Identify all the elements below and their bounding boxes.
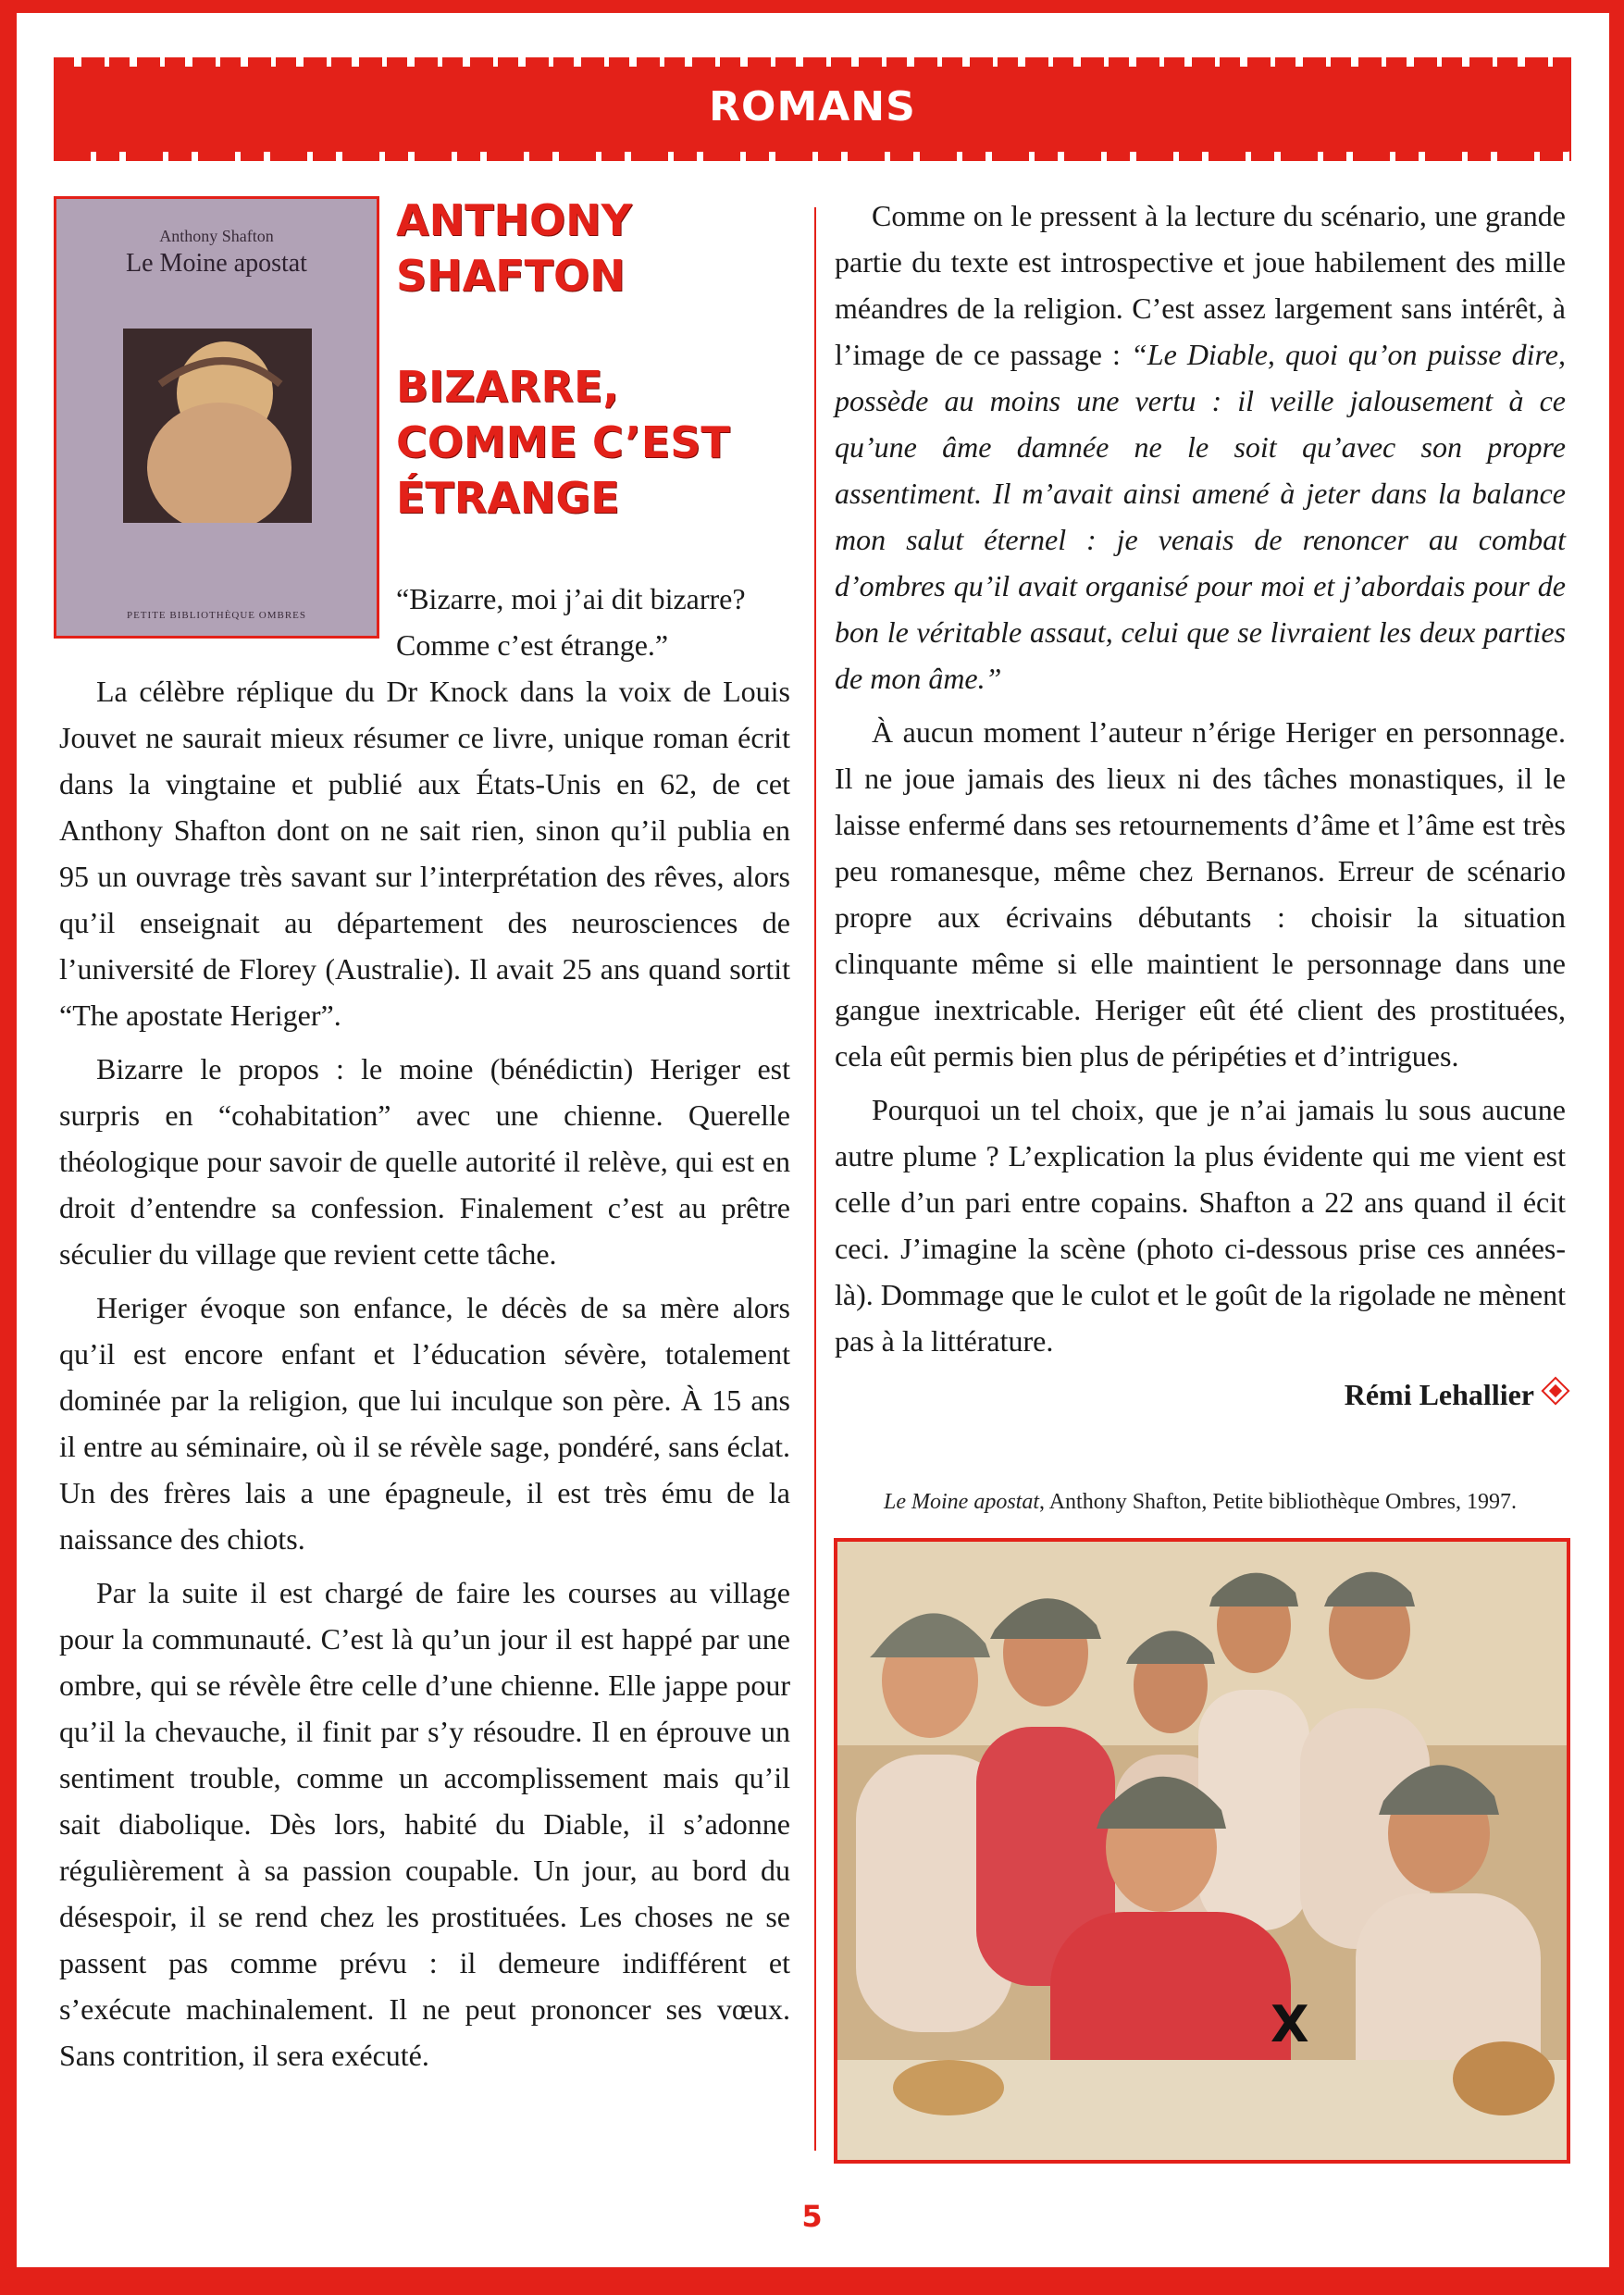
column-divider — [814, 207, 816, 2151]
book-cover-collection: PETITE BIBLIOTHÈQUE OMBRES — [126, 610, 307, 621]
paragraph: Bizarre le propos : le moine (bénédictin) Heriger est surpris en “cohabitation” avec une chienne. Querelle théologique pour savoir de quelle autorité il relève, qui est en droit d’entendre sa confession. Finalement c’est au prêtre séculier du village que revient cette tâche. — [59, 1052, 790, 1271]
left-column — [59, 576, 790, 2086]
subheading-line: BIZARRE, — [396, 362, 619, 412]
page-frame-bottom — [0, 2267, 1624, 2295]
article-subheading — [396, 359, 803, 526]
author-signature — [835, 1371, 1566, 1418]
book-cover-author: Anthony Shafton — [159, 227, 274, 245]
signature-name: Rémi Lehallier — [1344, 1378, 1534, 1411]
book-cover-illustration — [123, 329, 312, 523]
caption-book-title: Le Moine apostat — [884, 1490, 1040, 1514]
heading-line: SHAFTON — [396, 251, 626, 301]
right-column — [835, 192, 1566, 1418]
group-photo — [834, 1538, 1570, 2164]
article-heading — [396, 192, 785, 304]
group-photo-illustration — [837, 1542, 1567, 2160]
quoted-passage: “Le Diable, quoi qu’on puisse dire, possède au moins une vertu : il veille jalousement à ce qu’une âme damnée ne le soit qu’avec son propre assentiment. Il m’avait ainsi amené à jeter dans la balance mon salut éternel : je venais de renoncer au combat d’ombres qu’il avait organisé pour moi et j’abordais pour de bon le véritable assaut, celui que se livraient les deux parties de mon âme.” — [835, 338, 1567, 695]
heading-line: ANTHONY — [396, 195, 632, 245]
paragraph — [835, 192, 1566, 701]
subheading-line: ÉTRANGE — [396, 473, 620, 523]
section-banner — [54, 67, 1571, 152]
book-cover-title: Le Moine apostat — [126, 249, 307, 278]
paragraph: La célèbre réplique du Dr Knock dans la voix de Louis Jouvet ne saurait mieux résumer ce livre, unique roman écrit dans la vingtaine et publié aux États-Unis en 62, de cet Anthony Shafton dont on ne sait rien, sinon qu’il publia en 95 un ouvrage très savant sur l’interprétation des rêves, alors qu’il enseignait au département des neurosciences de l’université de Florey (Australie). Il avait 25 ans quand sortit “The apostate Heriger”. — [59, 675, 790, 1032]
photo-caption — [835, 1490, 1566, 1515]
page-frame-right — [1609, 0, 1624, 2295]
paragraph: Par la suite il est chargé de faire les courses au village pour la communauté. C’est là qu’un jour il est happé par une ombre, qui se révèle être celle d’une chienne. Elle jappe pour qu’il la chevauche, il finit par s’y résoudre. Il en éprouve un sentiment trouble, comme un accomplissement mais qu’il sait diabolique. Dès lors, habité du Diable, il s’adonne régulièrement à sa passion coupable. Un jour, au bord du désespoir, il se rend chez les prostituées. Les choses ne se passent pas comme prévu : il demeure indifférent et s’exécute machinalement. Il ne peut prononcer ses vœux. Sans contrition, il sera exécuté. — [59, 1576, 790, 2072]
diamond-end-icon — [1541, 1376, 1569, 1405]
page-number: 5 — [801, 2199, 823, 2234]
section-title: ROMANS — [709, 83, 916, 130]
paragraph-text: Comme on le pressent à la lecture du scénario, une grande partie du texte est introspective et joue habilement des mille méandres de la religion. C’est assez largement sans intérêt, à l’image de ce passage : — [835, 199, 1566, 371]
paragraph: Pourquoi un tel choix, que je n’ai jamais lu sous aucune autre plume ? L’explication la plus évidente qui me vient est celle d’un pari entre copains. Shafton a 22 ans quand il écit ceci. J’imagine la scène (photo ci-dessous prise ces années-là). Dommage que le culot et le goût de la rigolade ne mènent pas à la littérature. — [835, 1093, 1566, 1358]
paragraph: Heriger évoque son enfance, le décès de sa mère alors qu’il est encore enfant et l’éducation sévère, totalement dominée par la religion, que lui inculque son père. À 15 ans il entre au séminaire, où il se révèle sage, pondéré, sans éclat. Un des frères lais a une épagneule, il est très ému de la naissance des chiots. — [59, 1291, 790, 1556]
caption-details: , Anthony Shafton, Petite bibliothèque Ombres, 1997. — [1039, 1490, 1517, 1514]
photo-marker: X — [1271, 1995, 1309, 2053]
intro-quote: “Bizarre, moi j’ai dit bizarre? Comme c’est étrange.” — [396, 582, 746, 662]
paragraph: À aucun moment l’auteur n’érige Heriger en personnage. Il ne joue jamais des lieux ni des tâches monastiques, il le laisse enfermé dans ses retournements d’âme et l’âme est très peu romanesque, même chez Bernanos. Erreur de scénario propre aux écrivains débutants : choisir la situation clinquante même si elle maintient le personnage dans une gangue inextricable. Heriger eût été client des prostituées, cela eût permis bien plus de péripéties et d’intrigues. — [835, 715, 1566, 1073]
book-cover-image — [54, 196, 379, 639]
page-frame-left — [0, 0, 17, 2295]
subheading-line: COMME C’EST — [396, 417, 730, 467]
page-frame-top — [0, 0, 1624, 13]
